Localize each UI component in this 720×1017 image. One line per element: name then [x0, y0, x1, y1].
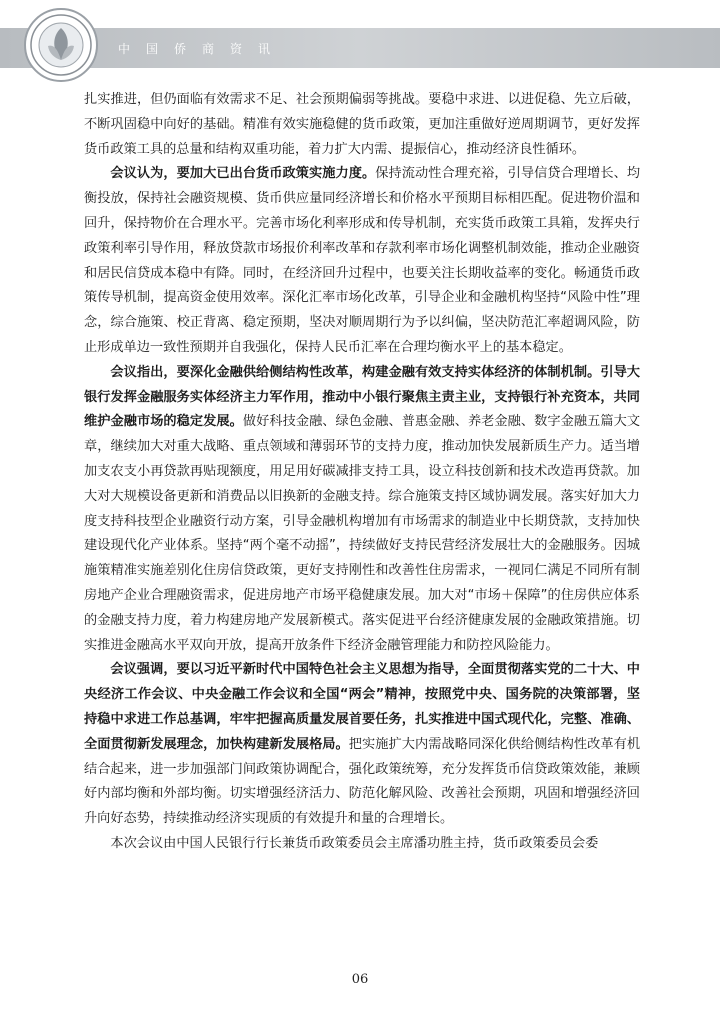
paragraph-text: 做好科技金融、绿色金融、普惠金融、养老金融、数字金融五篇大文章，继续加大对重大战略、重点领域和薄弱环节的支持力度，推动加快发展新质生产力。适当增加支农支小再贷款再贴现额度，用足用好碳减排支持工具，设立科技创新和技术改造再贷款。加大对大规模设备更新和消费品以旧换新的金融支持。综合施策支持区域协调发展。落实好加大力度支持科技型企业融资行动方案，引导金融机构增加有市场需求的制造业中长期贷款，支持加快建设现代化产业体系。坚持“两个毫不动摇”，持续做好支持民营经济发展壮大的金融服务。因城施策精准实施差别化住房信贷政策，更好支持刚性和改善性住房需求，一视同仁满足不同所有制房地产企业合理融资需求，促进房地产市场平稳健康发展。加大对“市场＋保障”的住房供应体系的金融支持力度，着力构建房地产发展新模式。落实促进平台经济健康发展的金融政策措施。切实推进金融高水平双向开放，提高开放条件下经济金融管理能力和防控风险能力。	[84, 414, 641, 653]
paragraph-5	[84, 832, 640, 857]
paragraph-text: 保持流动性合理充裕，引导信贷合理增长、均衡投放，保持社会融资规模、货币供应量同经济增长和价格水平预期目标相匹配。促进物价温和回升，保持物价在合理水平。完善市场化利率形成和传导机制，充实货币政策工具箱，发挥央行政策利率引导作用，释放贷款市场报价利率改革和存款利率市场化调整机制效能，推动企业融资和居民信贷成本稳中有降。同时，在经济回升过程中，也要关注长期收益率的变化。畅通货币政策传导机制，提高资金使用效率。深化汇率市场化改革，引导企业和金融机构坚持“风险中性”理念，综合施策、校正背离、稳定预期，坚决对顺周期行为予以纠偏，坚决防范汇率超调风险，防止形成单边一致性预期并自我强化，保持人民币汇率在合理均衡水平上的基本稳定。	[84, 166, 641, 355]
paragraph-1	[84, 88, 640, 162]
logo-graphic	[26, 10, 96, 80]
header-band	[0, 28, 720, 68]
paragraph-lead: 会议认为，要加大已出台货币政策实施力度。	[110, 166, 376, 182]
paragraph-lead: 会议指出，要深化金融供给侧结构性改革，构建金融有效支持实体经济的体制机制。引导大银行发挥金融服务实体经济主力军作用，推动中小银行聚焦主责主业，支持银行补充资本，共同维护金融市场的稳定发展。	[84, 364, 640, 430]
article-body	[84, 88, 640, 857]
header-title: 中国侨商资讯	[118, 42, 287, 56]
paragraph-lead: 会议强调，要以习近平新时代中国特色社会主义思想为指导，全面贯彻落实党的二十大、中央经济工作会议、中央金融工作会议和全国“两会”精神，按照党中央、国务院的决策部署，坚持稳中求进工作总基调，牢牢把握高质量发展首要任务，扎实推进中国式现代化，完整、准确、全面贯彻新发展理念，加快构建新发展格局。	[84, 662, 640, 752]
paragraph-text: 本次会议由中国人民银行行长兼货币政策委员会主席潘功胜主持，货币政策委员会委	[110, 835, 599, 851]
page-number: 06	[351, 972, 369, 987]
paragraph-text: 扎实推进，但仍面临有效需求不足、社会预期偏弱等挑战。要稳中求进、以进促稳、先立后破，不断巩固稳中向好的基础。精准有效实施稳健的货币政策，更加注重做好逆周期调节，更好发挥货币政策工具的总量和结构双重功能，着力扩大内需、提振信心，推动经济良性循环。	[84, 92, 640, 157]
paragraph-2	[84, 162, 640, 360]
paragraph-text: 把实施扩大内需战略同深化供给侧结构性改革有机结合起来，进一步加强部门间政策协调配合，强化政策统筹，充分发挥货币信贷政策效能，兼顾好内部均衡和外部均衡。切实增强经济活力、防范化解风险、改善社会预期，巩固和增强经济回升向好态势，持续推动经济实现质的有效提升和量的合理增长。	[84, 736, 641, 827]
paragraph-3	[84, 361, 640, 659]
paragraph-4	[84, 658, 640, 832]
logo-emblem-icon	[24, 8, 98, 82]
